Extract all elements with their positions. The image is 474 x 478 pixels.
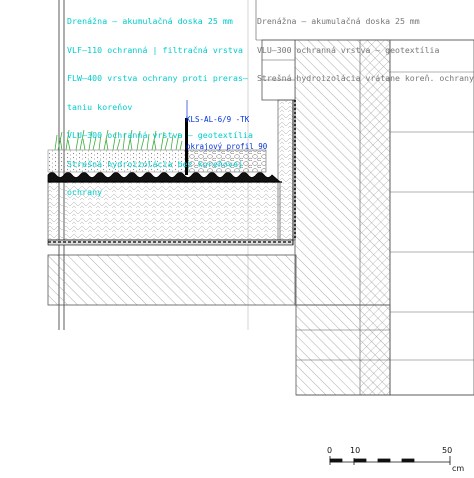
note-line: VLU–300 ochranná vrstva – geotextília (67, 130, 254, 140)
scale-label-10: 10 (350, 446, 361, 455)
note-line: FLW–400 vrstva ochrany proti preras– (67, 73, 249, 83)
note-line: VLF–110 ochranná | filtračná vrstva (67, 44, 244, 55)
wall-lower (296, 305, 390, 395)
profile-code: KLS-AL-6/9 -TK (186, 115, 250, 124)
scale-label-0: 0 (327, 446, 333, 455)
note-line: taniu koreňov (67, 101, 133, 112)
note-line: Strešná hydroizolácia bez koreňovej (67, 158, 244, 169)
note-line: Strešná hydroizolácia vrátane koreň. ochrany (257, 73, 474, 83)
note-line: ochrany (67, 187, 103, 197)
note-line: Drenážna – akumulačná doska 25 mm (257, 16, 420, 26)
profile-label (186, 97, 267, 169)
slab-bottom (48, 255, 296, 305)
wall-insulation (278, 100, 295, 240)
scale-unit: cm (452, 464, 465, 473)
profile-name: okrajový profil 90 (186, 142, 268, 151)
note-line: Drenážna – akumulačná doska 25 mm (67, 16, 233, 26)
scale-label-50: 50 (442, 446, 453, 455)
scale-bar (330, 456, 450, 465)
note-line: VLU–300 ochranná vrstva – geotextília (257, 44, 440, 55)
right-notes (257, 0, 474, 103)
